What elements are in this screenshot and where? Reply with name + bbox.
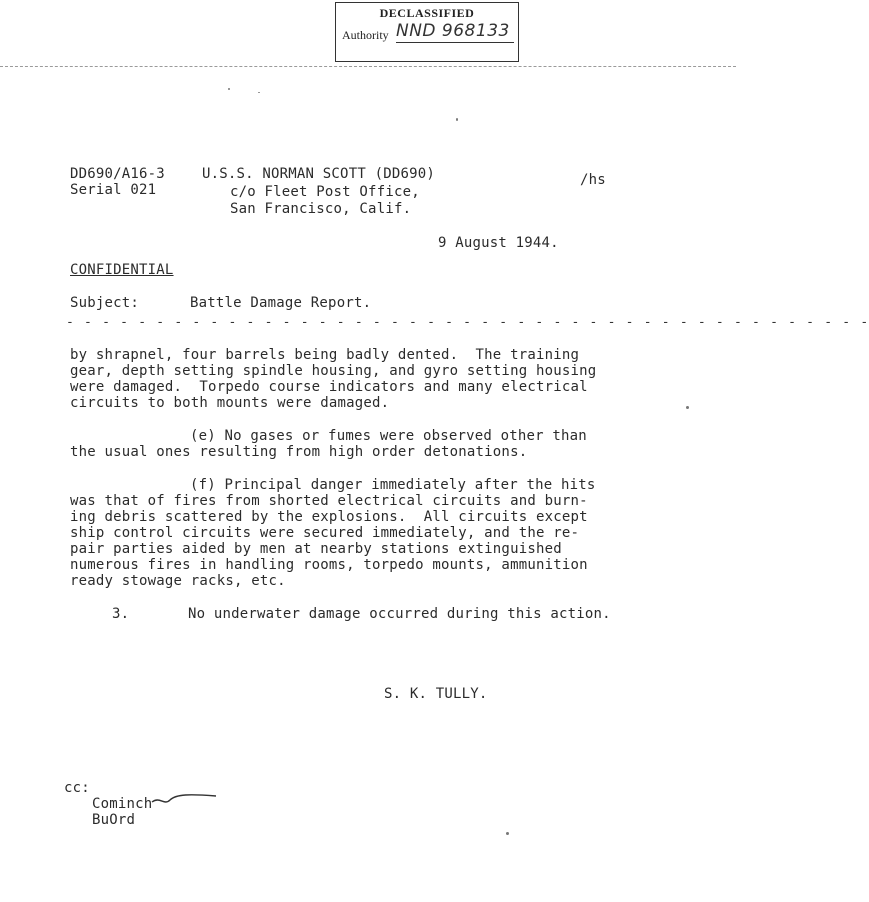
- body-line: (e) No gases or fumes were observed other than: [190, 428, 587, 444]
- address-line-2: San Francisco, Calif.: [230, 201, 412, 217]
- scan-rule: [0, 66, 736, 67]
- scan-speck: [506, 832, 509, 835]
- signature-name: S. K. TULLY.: [384, 686, 488, 702]
- body-line: gear, depth setting spindle housing, and gyro setting housing: [70, 363, 597, 379]
- cc-recipient: Cominch: [92, 796, 153, 812]
- scan-speck: [686, 406, 689, 409]
- body-line: circuits to both mounts were damaged.: [70, 395, 390, 411]
- scan-speck: [258, 92, 260, 93]
- typist-initials: /hs: [580, 172, 606, 188]
- ship-name: U.S.S. NORMAN SCOTT (DD690): [202, 166, 435, 182]
- cc-label: cc:: [64, 780, 90, 796]
- body-line: ing debris scattered by the explosions. All circuits except: [70, 509, 588, 525]
- separator-line: - - - - - - - - - - - - - - - - - - - - - - - - - - - - - - - - - - - - - - - - - - - - -: [66, 315, 869, 330]
- body-line: were damaged. Torpedo course indicators and many electrical: [70, 379, 588, 395]
- body-line: was that of fires from shorted electrical circuits and burn-: [70, 493, 588, 509]
- subject-label: Subject:: [70, 295, 140, 311]
- body-line: (f) Principal danger immediately after the hits: [190, 477, 596, 493]
- handwritten-check-mark: [150, 790, 220, 810]
- paragraph-number: 3.: [112, 606, 130, 622]
- stamp-authority-number: NND 968133: [396, 21, 514, 43]
- body-line: No underwater damage occurred during this action.: [188, 606, 611, 622]
- subject-text: Battle Damage Report.: [190, 295, 372, 311]
- declassified-stamp: [335, 2, 519, 62]
- serial-number: Serial 021: [70, 182, 157, 198]
- address-line-1: c/o Fleet Post Office,: [230, 184, 420, 200]
- body-line: by shrapnel, four barrels being badly dented. The training: [70, 347, 580, 363]
- letter-date: 9 August 1944.: [438, 235, 559, 251]
- body-line: numerous fires in handling rooms, torpedo mounts, ammunition: [70, 557, 588, 573]
- cc-recipient: BuOrd: [92, 812, 136, 828]
- body-line: pair parties aided by men at nearby stations extinguished: [70, 541, 562, 557]
- stamp-authority-label: Authority: [342, 28, 389, 42]
- body-line: ship control circuits were secured immediately, and the re-: [70, 525, 580, 541]
- classification-label: CONFIDENTIAL: [70, 262, 174, 278]
- body-line: the usual ones resulting from high order detonations.: [70, 444, 528, 460]
- body-line: ready stowage racks, etc.: [70, 573, 286, 589]
- stamp-title: DECLASSIFIED: [379, 6, 475, 20]
- file-code: DD690/A16-3: [70, 166, 165, 182]
- scan-speck: [456, 118, 458, 121]
- scan-speck: [228, 88, 230, 90]
